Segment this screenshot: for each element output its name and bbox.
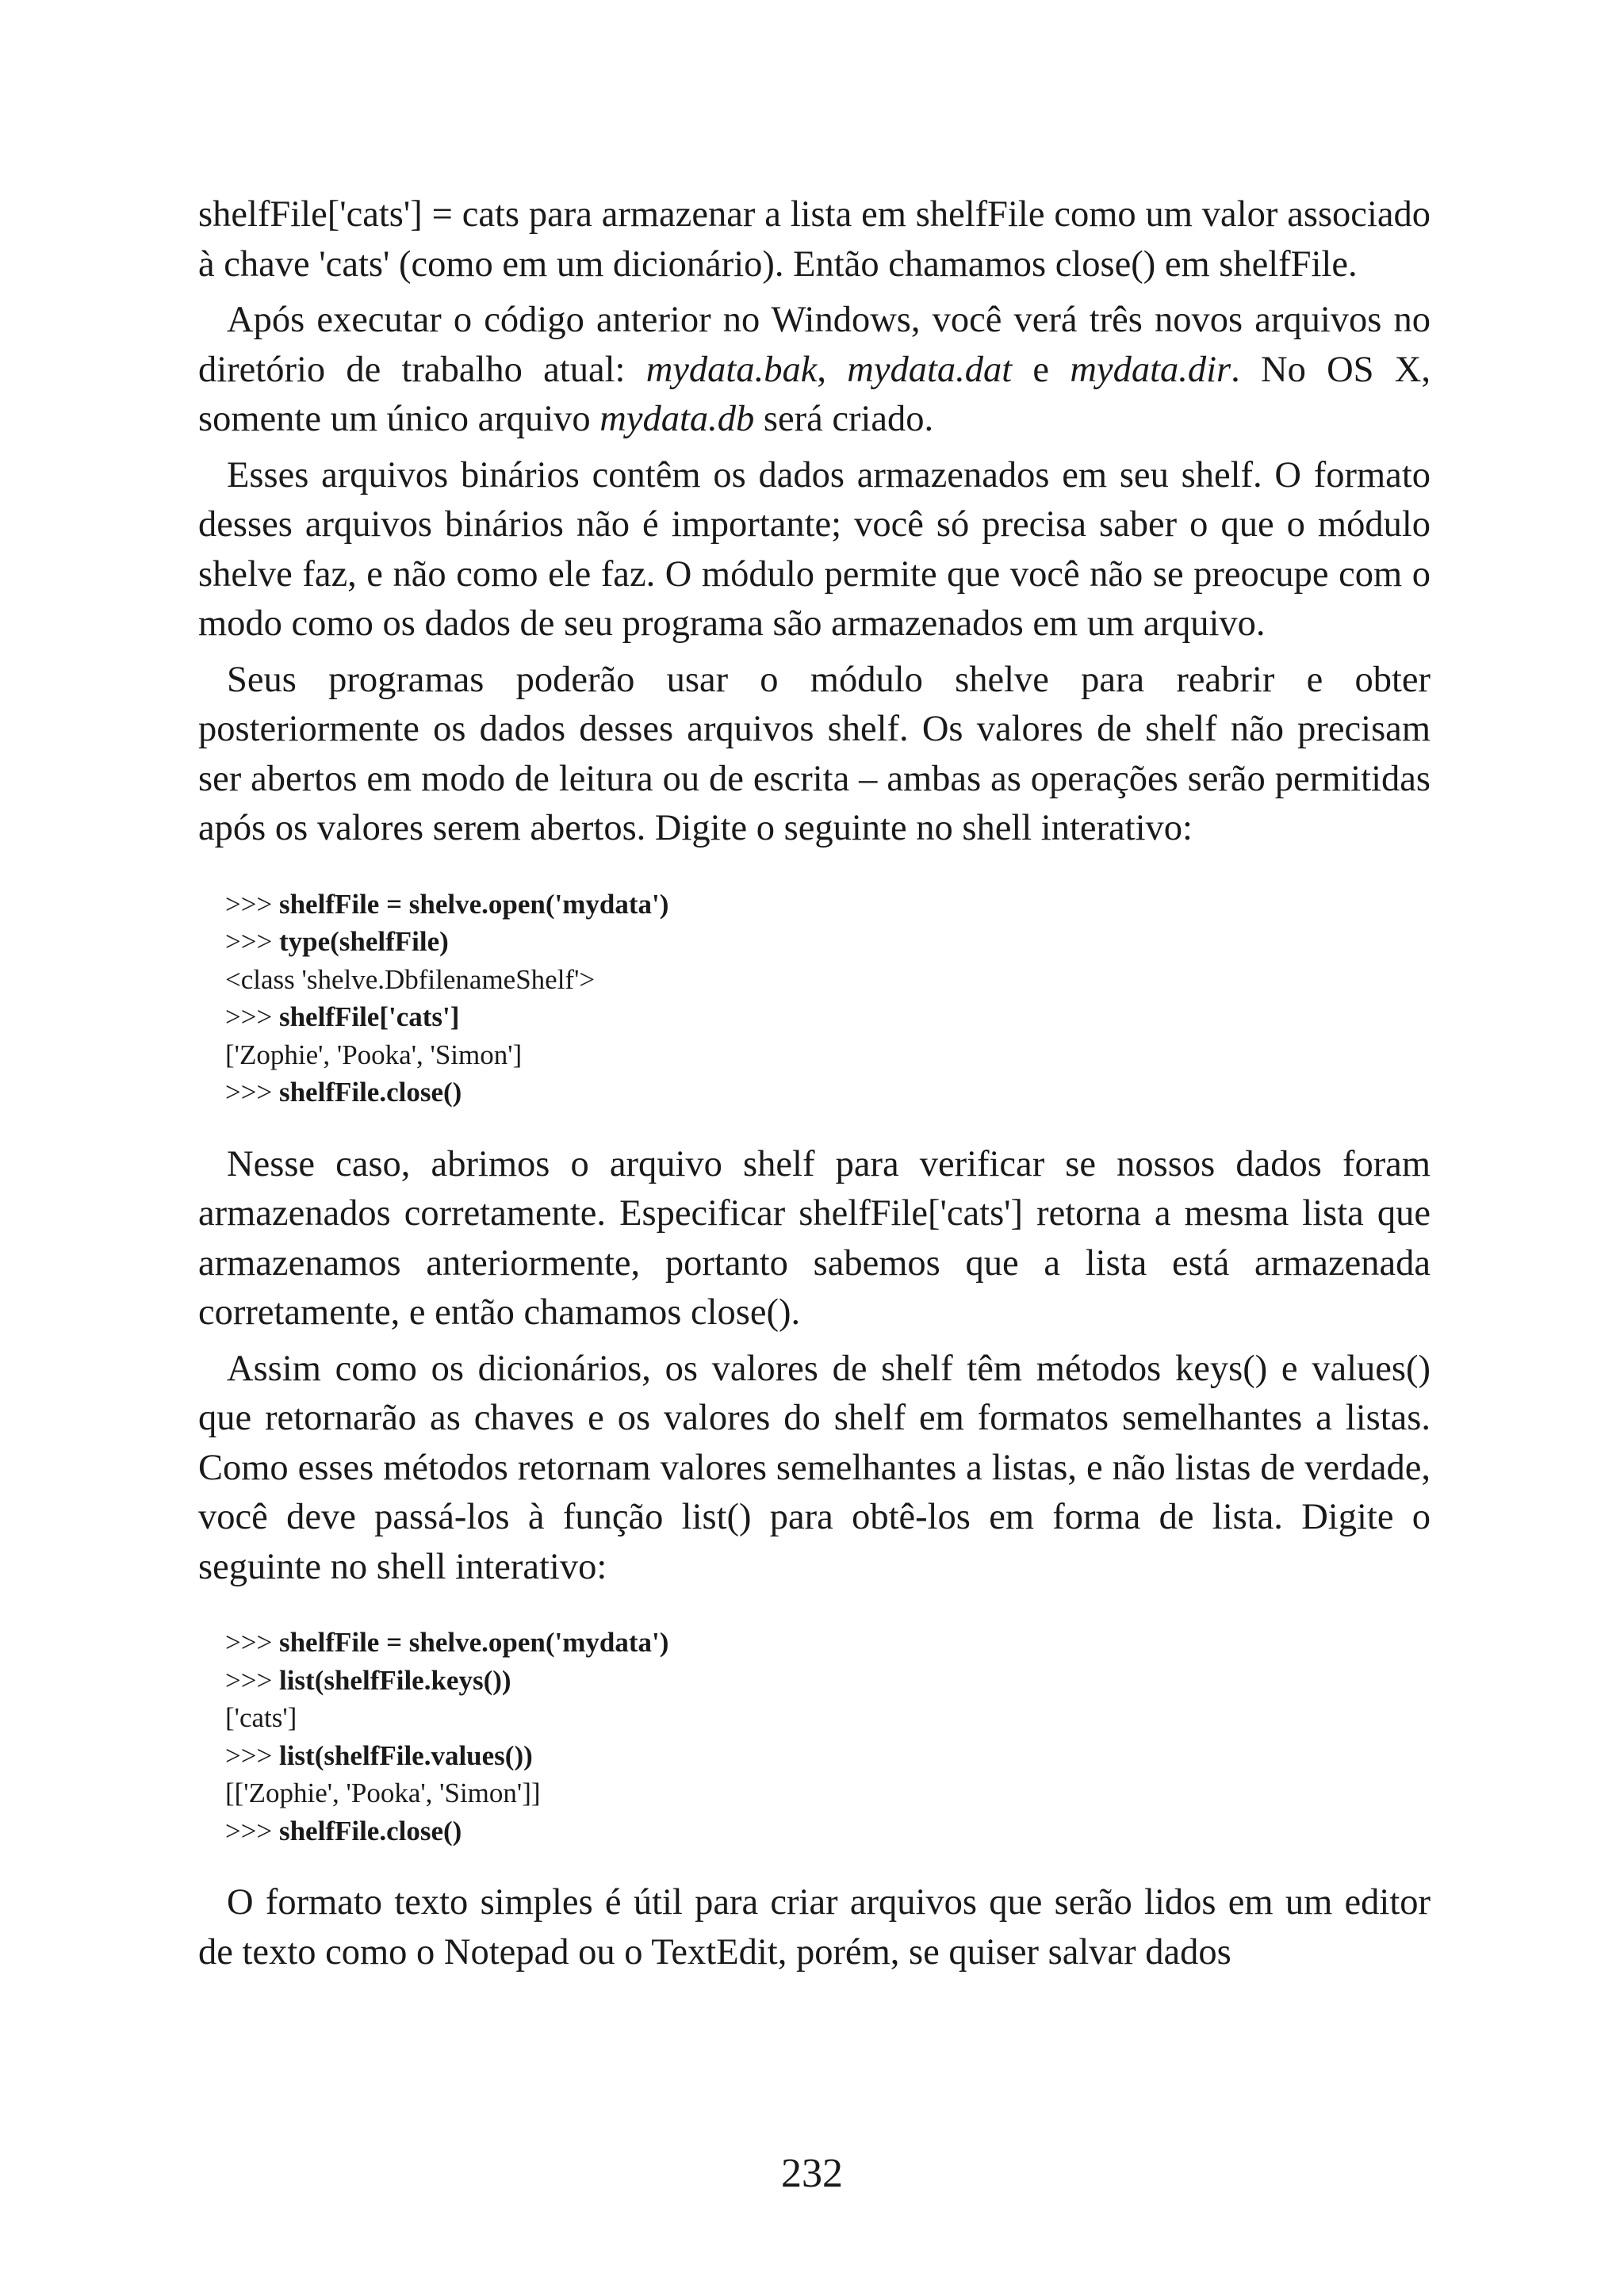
filename-mydata-dir: mydata.dir [1070, 349, 1231, 390]
code-line [225, 1737, 1431, 1775]
paragraph-2-text-b: , [817, 349, 848, 390]
code-output: ['cats'] [225, 1702, 297, 1733]
code-line [225, 1662, 1431, 1700]
code-command: shelfFile['cats'] [278, 1001, 460, 1032]
code-block-1 [225, 886, 1431, 1112]
paragraph-1: shelfFile['cats'] = cats para armazenar a lista em shelfFile como um valor associado à chave 'cats' (como em um dicionário). Então chamamos close() em shelfFile. [198, 194, 1431, 285]
code-prompt: >>> [225, 1627, 279, 1658]
code-prompt: >>> [225, 1077, 279, 1108]
code-command: shelfFile.close() [278, 1815, 462, 1846]
filename-mydata-dat: mydata.dat [847, 349, 1013, 390]
page-body [198, 190, 1431, 1984]
paragraph-2-text-d: . No OS X, somente um único arquivo [198, 349, 1431, 439]
code-command: type(shelfFile) [278, 926, 449, 957]
code-command: shelfFile = shelve.open('mydata') [278, 888, 669, 920]
code-command: list(shelfFile.values()) [278, 1739, 533, 1771]
code-prompt: >>> [225, 926, 279, 957]
filename-mydata-db: mydata.db [599, 399, 755, 439]
code-prompt: >>> [225, 888, 279, 920]
paragraph-2-text-a: Após executar o código anterior no Windows, você verá três novos arquivos no diretório de trabalho atual: [198, 300, 1431, 390]
paragraph-5: Nesse caso, abrimos o arquivo shelf para verificar se nossos dados foram armazenados corretamente. Especificar shelfFile['cats'] retorna a mesma lista que armazenamos anteriormente, portanto sabemos que a lista está armazenada corretamente, e então chamamos close(). [198, 1143, 1431, 1333]
code-command: shelfFile.close() [278, 1077, 462, 1108]
code-output: ['Zophie', 'Pooka', 'Simon'] [225, 1039, 523, 1070]
paragraph-2-text-e: será criado. [754, 399, 934, 439]
paragraph-2 [198, 296, 1431, 445]
code-prompt: >>> [225, 1001, 279, 1032]
code-block-2 [225, 1624, 1431, 1850]
code-line [225, 1812, 1431, 1850]
code-line [225, 1073, 1431, 1112]
code-command: list(shelfFile.keys()) [278, 1664, 511, 1696]
code-line [225, 923, 1431, 961]
code-command: shelfFile = shelve.open('mydata') [278, 1627, 669, 1658]
code-line [225, 1624, 1431, 1662]
paragraph-4: Seus programas poderão usar o módulo shelve para reabrir e obter posteriormente os dados desses arquivos shelf. Os valores de shelf não precisam ser abertos em modo de leitura ou de escrita – ambas as operações serão permitidas após os valores serem abertos. Digite o seguinte no shell interativo: [198, 659, 1431, 848]
paragraph-2-text-c: e [1012, 349, 1071, 390]
code-output: <class 'shelve.DbfilenameShelf'> [225, 963, 596, 995]
code-line [225, 886, 1431, 924]
filename-mydata-bak: mydata.bak [645, 349, 818, 390]
code-prompt: >>> [225, 1664, 279, 1696]
paragraph-6: Assim como os dicionários, os valores de shelf têm métodos keys() e values() que retornarão as chaves e os valores do shelf em formatos semelhantes a listas. Como esses métodos retornam valores semelhantes a listas, e não listas de verdade, você deve passá-los à função list() para obtê-los em forma de lista. Digite o seguinte no shell interativo: [198, 1348, 1431, 1587]
code-output: [['Zophie', 'Pooka', 'Simon']] [225, 1777, 541, 1808]
code-prompt: >>> [225, 1815, 279, 1846]
page-number: 232 [781, 2151, 843, 2196]
code-line [225, 998, 1431, 1036]
paragraph-3: Esses arquivos binários contêm os dados armazenados em seu shelf. O formato desses arquivos binários não é importante; você só precisa saber o que o módulo shelve faz, e não como ele faz. O módulo permite que você não se preocupe com o modo como os dados de seu programa são armazenados em um arquivo. [198, 454, 1431, 644]
code-prompt: >>> [225, 1739, 279, 1771]
paragraph-7: O formato texto simples é útil para criar arquivos que serão lidos em um editor de texto como o Notepad ou o TextEdit, porém, se quiser salvar dados [198, 1882, 1431, 1973]
